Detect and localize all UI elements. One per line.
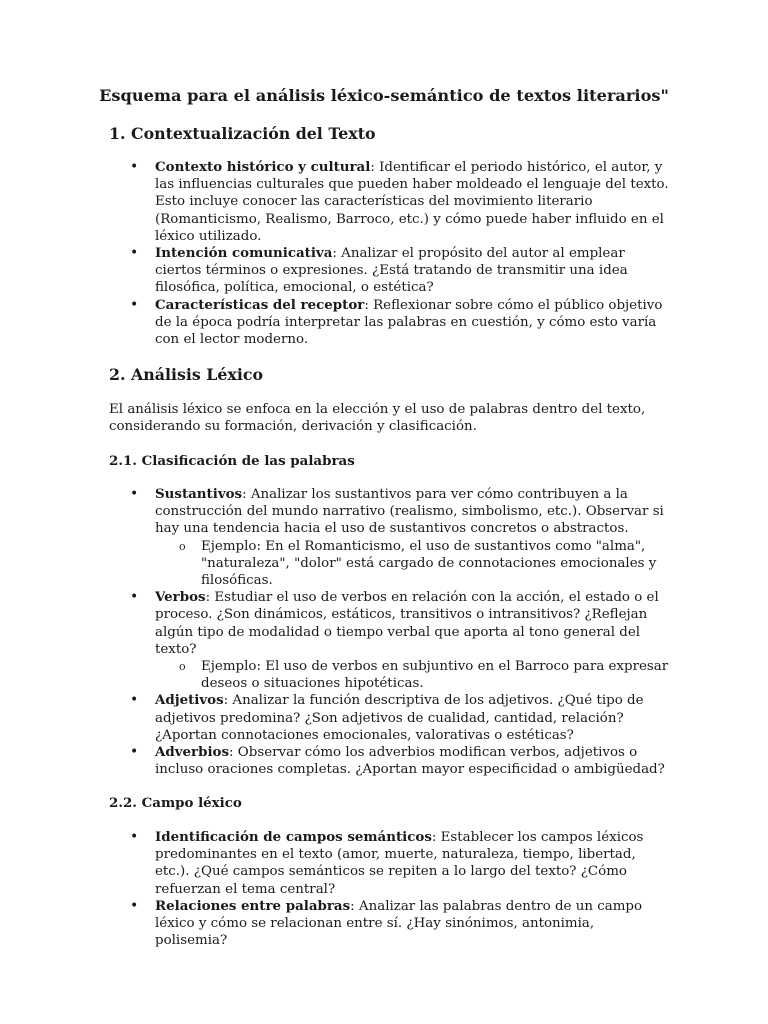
list-item [109, 297, 669, 349]
item-term: Identificación de campos semánticos [155, 829, 432, 845]
item-text: : Establecer los campos léxicos predominantes en el texto (amor, muerte, naturaleza, tiempo, libertad, etc.). ¿Qué campos semánticos se repiten a lo largo del texto? ¿Cómo refuerzan el tema central? [155, 830, 644, 897]
list-item [109, 898, 669, 950]
example-list [155, 658, 669, 692]
item-term: Relaciones entre palabras [155, 897, 351, 914]
section-2-heading: 2. Análisis Léxico [109, 365, 263, 384]
item-term: Contexto histórico y cultural [155, 159, 371, 175]
section-1-heading: 1. Contextualización del Texto [109, 124, 376, 143]
section-2-intro: El análisis léxico se enfoca en la elección y el uso de palabras dentro del texto, considerando su formación, derivación y clasificación. [109, 402, 646, 435]
item-text: : Analizar las palabras dentro de un campo léxico y cómo se relacionan entre sí. ¿Hay sinónimos, antonimia, polisemia? [155, 898, 643, 949]
item-text: : Identificar el periodo histórico, el autor, y las influencias culturales que pueden haber moldeado el lenguaje del texto. Esto incluye conocer las características del movimiento literario (Romanticismo, Realismo, Barroco, etc.) y cómo puede haber influido en el léxico utilizado. [155, 160, 669, 244]
list-item [109, 159, 669, 245]
item-text: : Analizar el propósito del autor al emplear ciertos términos o expresiones. ¿Está tratando de transmitir una idea filosófica, política, emocional, o estética? [155, 246, 628, 296]
item-text: : Estudiar el uso de verbos en relación con la acción, el estado o el proceso. ¿Son dinámicos, estáticos, transitivos o intransitivos? ¿Reflejan algún tipo de modalidad o tiempo verbal que aporta al tono general del texto? [155, 590, 659, 657]
document-title: Esquema para el análisis léxico-semántico de textos literarios" [99, 86, 669, 105]
section-1-list [109, 159, 669, 348]
item-term: Adjetivos [155, 692, 224, 709]
subsection-2-2-list [109, 829, 669, 949]
item-text: : Analizar los sustantivos para ver cómo contribuyen a la construcción del mundo narrativo (realismo, simbolismo, etc.). Observar si hay una tendencia hacia el uso de sustantivos concretos o abstractos. [155, 487, 664, 537]
subsection-2-1-list [109, 486, 669, 778]
list-item [109, 245, 669, 297]
item-term: Sustantivos [155, 486, 243, 502]
list-item [109, 692, 669, 744]
item-term: Intención comunicativa [155, 245, 333, 262]
list-item [109, 829, 669, 898]
item-text: : Reflexionar sobre cómo el público objetivo de la época podría interpretar las palabras en cuestión, y cómo esto varía con el lector moderno. [155, 297, 663, 348]
example-item: o Ejemplo: El uso de verbos en subjuntivo en el Barroco para expresar deseos o situaciones hipotéticas. [155, 658, 669, 692]
list-item [109, 744, 669, 778]
item-text: : Observar cómo los adverbios modifican verbos, adjetivos o incluso oraciones completas. ¿Aportan mayor especificidad o ambigüedad? [155, 745, 665, 778]
subsection-2-2-heading: 2.2. Campo léxico [109, 795, 242, 811]
list-item [109, 589, 669, 692]
item-term: Verbos [155, 589, 206, 606]
item-term: Características del receptor [155, 296, 365, 313]
example-list [155, 538, 669, 590]
example-item: o Ejemplo: En el Romanticismo, el uso de sustantivos como "alma", "naturaleza", "dolor" está cargado de connotaciones emocionales y filosóficas. [155, 538, 669, 590]
item-term: Adverbios [155, 744, 230, 761]
subsection-2-1-heading: 2.1. Clasificación de las palabras [109, 453, 355, 469]
item-text: : Analizar la función descriptiva de los adjetivos. ¿Qué tipo de adjetivos predomina? ¿Son adjetivos de cualidad, cantidad, relación? ¿Aportan connotaciones emocionales, valorativas o estéticas? [155, 693, 644, 743]
list-item [109, 486, 669, 589]
